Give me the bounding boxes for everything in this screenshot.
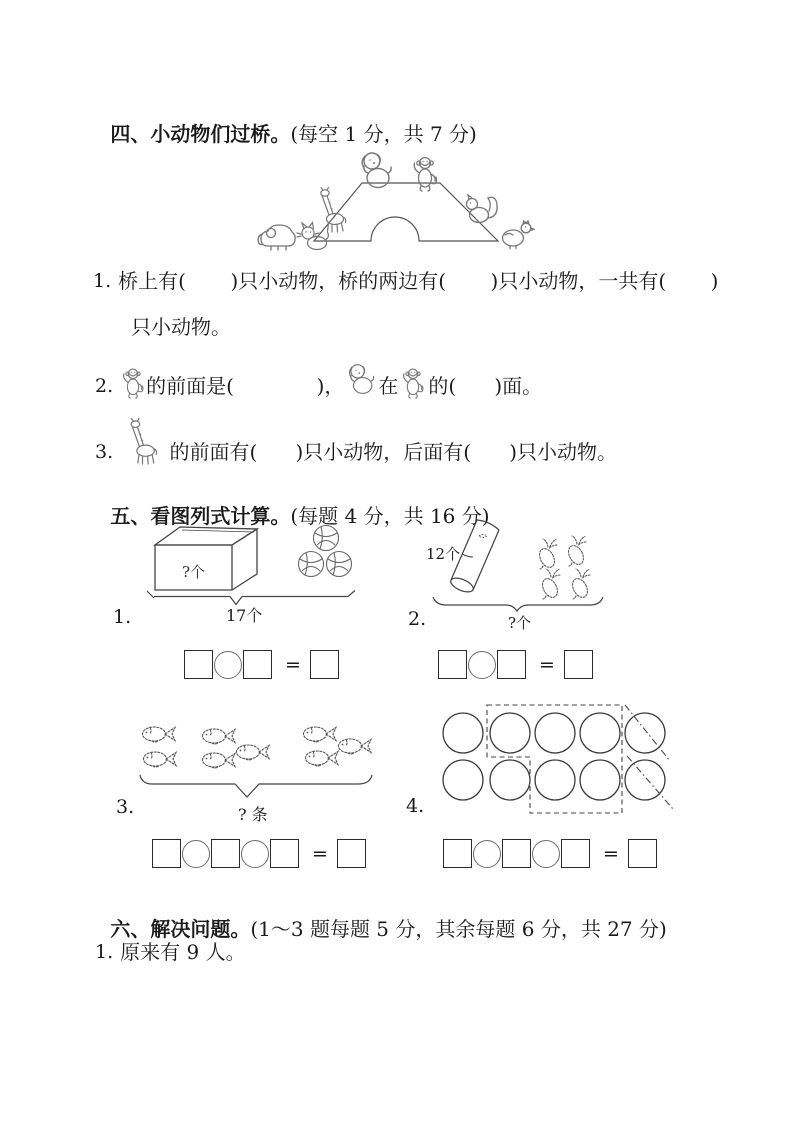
counter-circle	[490, 760, 530, 800]
equation-number-box[interactable]	[211, 839, 240, 868]
tube-quantity-label: 12个	[426, 545, 461, 563]
equation-number-box[interactable]	[270, 839, 299, 868]
total-brace	[433, 597, 603, 611]
question-4-1-line1	[93, 270, 718, 292]
equation-3	[152, 839, 366, 868]
question-number: 1.	[95, 941, 114, 963]
radish-icon	[570, 569, 591, 600]
equals-sign: =	[312, 842, 328, 865]
equation-operator-circle[interactable]	[182, 840, 210, 868]
fish-icon	[203, 753, 236, 768]
radish-icon	[566, 536, 587, 567]
equation-number-box[interactable]	[561, 839, 590, 868]
equation-1	[184, 650, 339, 679]
question-text: 的前面是( )，	[146, 374, 345, 398]
cross-out-slash	[627, 756, 673, 809]
section6-points: (1～3 题每题 5 分，其余每题 6 分，共 27 分)	[250, 917, 667, 941]
equation-number-box[interactable]	[497, 650, 526, 679]
fish-icon	[144, 752, 177, 767]
equation-answer-box[interactable]	[628, 839, 657, 868]
section5-title: 五、看图列式计算。	[110, 504, 291, 528]
box-quantity-label: ?个	[182, 563, 206, 581]
cat-icon	[297, 223, 328, 250]
fish-icon	[203, 729, 236, 744]
problem-3-illustration	[130, 703, 390, 828]
dashed-group-outline	[487, 705, 622, 813]
problem-3-number: 3.	[116, 796, 135, 818]
question-text: 原来有 9 人。	[120, 940, 246, 964]
equation-operator-circle[interactable]	[214, 651, 242, 679]
counter-circle	[490, 713, 530, 753]
equation-number-box[interactable]	[443, 839, 472, 868]
fish-icon	[304, 727, 337, 742]
question-6-1	[95, 941, 246, 963]
problem-1-number: 1.	[113, 606, 132, 628]
elephant-icon	[258, 225, 295, 250]
equation-2	[438, 650, 593, 679]
equation-number-box[interactable]	[152, 839, 181, 868]
section6-title: 六、解决问题。	[110, 917, 251, 941]
section4-points: (每空 1 分，共 7 分)	[290, 122, 477, 146]
monkey-icon	[414, 158, 436, 192]
problem-4-number: 4.	[406, 795, 425, 817]
counter-circle	[625, 760, 665, 800]
section5-points: (每题 4 分，共 16 分)	[290, 504, 490, 528]
equation-operator-circle[interactable]	[532, 840, 560, 868]
monkey-icon	[400, 366, 426, 399]
question-text: 桥上有( )只小动物，桥的两边有( )只小动物，一共有( )	[118, 269, 719, 293]
yarn-ball-icon	[299, 552, 324, 577]
question-text: 在	[378, 374, 399, 398]
problem-1-illustration	[130, 515, 380, 635]
problem-4-illustration	[425, 695, 690, 820]
counter-circle	[580, 760, 620, 800]
counter-circle	[580, 713, 620, 753]
equation-operator-circle[interactable]	[241, 840, 269, 868]
yarn-ball-icon	[314, 526, 339, 551]
question-4-1-line2: 只小动物。	[131, 315, 231, 339]
equation-answer-box[interactable]	[310, 650, 339, 679]
fish-icon	[339, 739, 372, 754]
equation-number-box[interactable]	[243, 650, 272, 679]
problem-2-illustration	[400, 513, 650, 635]
equation-number-box[interactable]	[502, 839, 531, 868]
total-brace	[140, 775, 372, 797]
fish-icon	[306, 751, 339, 766]
equation-answer-box[interactable]	[337, 839, 366, 868]
total-label: 17个	[226, 606, 263, 625]
giraffe-icon	[126, 418, 157, 465]
dog-icon	[346, 360, 376, 396]
bridge-illustration	[250, 147, 535, 254]
question-text: 的前面有( )只小动物，后面有( )只小动物。	[163, 440, 617, 464]
total-label: ? 条	[238, 805, 268, 824]
problem-2-number: 2.	[408, 608, 427, 630]
radish-icon	[540, 569, 561, 600]
equation-operator-circle[interactable]	[468, 651, 496, 679]
monkey-icon	[120, 366, 146, 399]
total-label: ?个	[508, 614, 532, 632]
equals-sign: =	[603, 842, 619, 865]
question-4-2	[95, 353, 542, 399]
label-pointer	[462, 554, 473, 557]
chicken-icon	[503, 221, 535, 249]
fish-icon	[237, 745, 270, 760]
yarn-ball-icon	[327, 552, 352, 577]
section4-title: 四、小动物们过桥。	[110, 122, 291, 146]
question-number: 2.	[95, 375, 114, 397]
equation-number-box[interactable]	[438, 650, 467, 679]
equation-answer-box[interactable]	[564, 650, 593, 679]
counter-circle	[443, 713, 483, 753]
counter-circle	[535, 713, 575, 753]
question-number: 3.	[95, 441, 114, 463]
radish-icon	[537, 539, 558, 570]
question-number: 1.	[93, 270, 112, 292]
question-4-3	[95, 413, 617, 465]
total-brace	[147, 591, 355, 605]
box-icon	[155, 527, 257, 590]
equation-4	[443, 839, 657, 868]
equals-sign: =	[285, 653, 301, 676]
counter-circle	[443, 760, 483, 800]
equation-operator-circle[interactable]	[473, 840, 501, 868]
equals-sign: =	[539, 653, 555, 676]
counter-circle	[535, 760, 575, 800]
question-text: 的( )面。	[428, 374, 543, 398]
giraffe-icon	[321, 188, 346, 233]
equation-number-box[interactable]	[184, 650, 213, 679]
squirrel-icon	[467, 195, 498, 223]
dog-icon	[362, 153, 391, 188]
fish-icon	[143, 727, 176, 742]
